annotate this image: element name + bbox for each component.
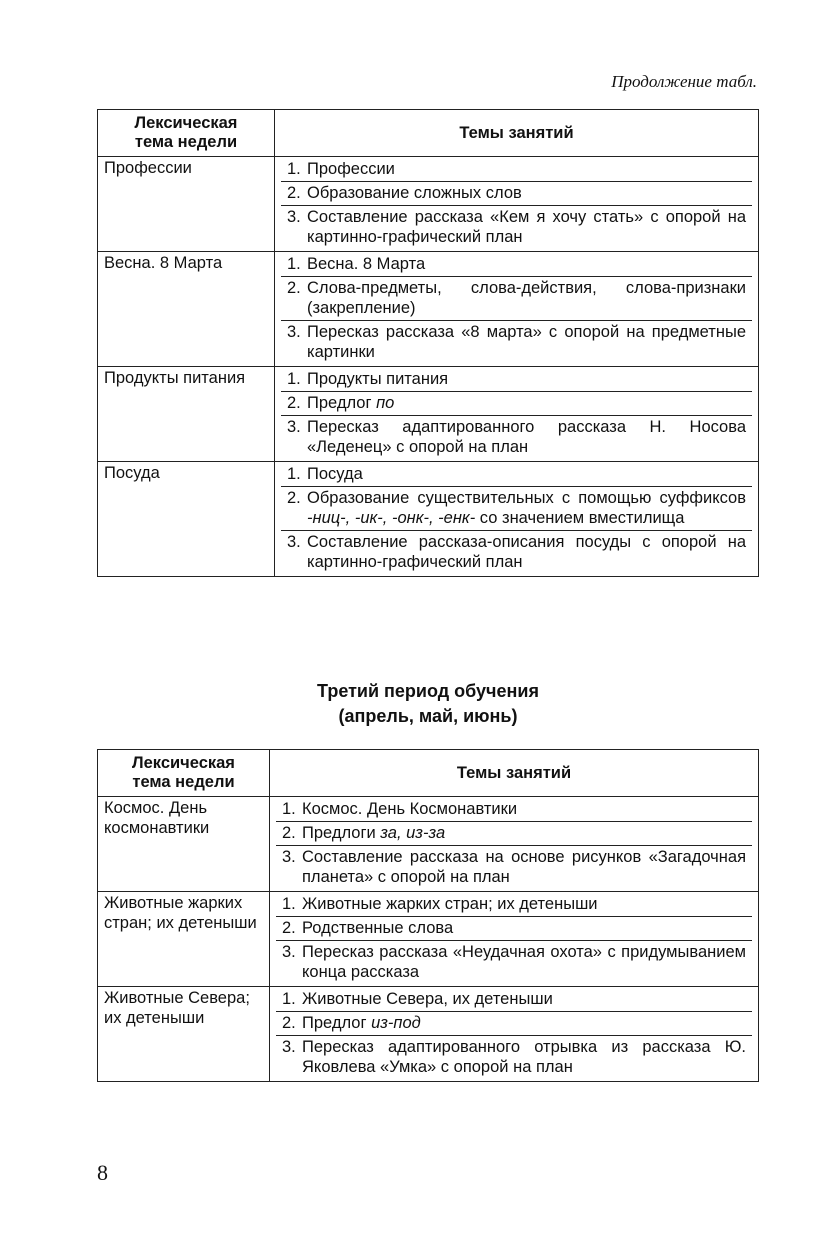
topic-item: [281, 320, 752, 364]
topic-text: [307, 488, 746, 528]
topic-text-part: Животные жарких стран; их детеныши: [302, 895, 598, 913]
topic-text: [302, 894, 746, 914]
topics-cell: [275, 252, 759, 367]
table-row: [98, 157, 759, 252]
topic-text-part: Пересказ рассказа «8 марта» с опорой на предметные картинки: [307, 323, 746, 361]
table-row: [98, 462, 759, 577]
topic-item: [281, 181, 752, 205]
topic-text-part: Профессии: [307, 160, 395, 178]
topic-item: [281, 276, 752, 320]
topic-item: [281, 205, 752, 249]
topic-text-italic: по: [376, 394, 395, 412]
topic-text-part: со значением вместилища: [475, 509, 685, 527]
topic-text: [302, 847, 746, 887]
lexical-theme-cell: Продукты питания: [98, 367, 275, 462]
table-header-row: [98, 110, 759, 157]
topic-text: [302, 918, 746, 938]
topic-item: [281, 253, 752, 276]
lexical-theme-cell: Посуда: [98, 462, 275, 577]
header-theme: Лексическая тема недели: [98, 750, 270, 797]
topic-number: 3.: [287, 418, 301, 436]
topic-item: [276, 1035, 752, 1079]
topic-number: 1.: [287, 370, 301, 388]
topic-text-part: Составление рассказа «Кем я хочу стать» с опорой на картинно-графический план: [307, 208, 746, 246]
topic-text-part: Образование сложных слов: [307, 184, 522, 202]
topic-text: [307, 159, 746, 179]
topic-text: [302, 942, 746, 982]
topic-item: [276, 798, 752, 821]
topic-number: 3.: [287, 533, 301, 551]
topic-item: [281, 415, 752, 459]
lexical-theme-cell: Животные жарких стран; их детеныши: [98, 892, 270, 987]
topic-item: [281, 486, 752, 530]
topic-text: [302, 799, 746, 819]
topic-text: [307, 207, 746, 247]
topic-number: 2.: [287, 489, 301, 507]
topic-number: 1.: [282, 800, 296, 818]
topic-number: 1.: [287, 255, 301, 273]
topics-cell: [275, 367, 759, 462]
topic-number: 2.: [282, 1014, 296, 1032]
lesson-table-second-period: [97, 109, 759, 577]
topic-text-part: Предлог: [302, 1014, 372, 1032]
topic-text-part: Предлог: [307, 394, 377, 412]
topics-cell: [275, 462, 759, 577]
topic-number: 2.: [282, 824, 296, 842]
topic-text: [307, 393, 746, 413]
topic-number: 3.: [282, 848, 296, 866]
topic-item: [276, 893, 752, 916]
topic-text: [302, 1013, 746, 1033]
topic-item: [281, 158, 752, 181]
topic-text: [307, 322, 746, 362]
topic-item: [276, 821, 752, 845]
topic-item: [276, 916, 752, 940]
topic-text-part: Предлоги: [302, 824, 381, 842]
section-title: [97, 679, 759, 729]
topics-cell: [270, 892, 759, 987]
topic-text-italic: за, из-за: [380, 824, 446, 842]
topic-text-part: Слова-предметы, слова-действия, слова-признаки (закрепление): [307, 279, 746, 317]
topics-cell: [270, 797, 759, 892]
topic-number: 2.: [282, 919, 296, 937]
table-row: [98, 892, 759, 987]
section-title-line2: (апрель, май, июнь): [338, 706, 518, 726]
topic-text-part: Образование существительных с помощью суффиксов: [307, 489, 746, 507]
table-header-row: [98, 750, 759, 797]
table-continuation-label: Продолжение табл.: [611, 72, 757, 91]
topic-text: [302, 989, 746, 1009]
topic-text: [302, 1037, 746, 1077]
topic-item: [276, 988, 752, 1011]
topic-item: [281, 530, 752, 574]
topic-text-part: Посуда: [307, 465, 363, 483]
topic-text: [302, 823, 746, 843]
topic-text: [307, 183, 746, 203]
topic-item: [281, 391, 752, 415]
topic-text-part: Весна. 8 Марта: [307, 255, 426, 273]
topic-text-part: Пересказ адаптированного рассказа Н. Носова «Леденец» с опорой на план: [307, 418, 746, 456]
topic-text-part: Пересказ рассказа «Неудачная охота» с придумыванием конца рассказа: [302, 943, 746, 981]
topic-text: [307, 417, 746, 457]
topic-item: [281, 368, 752, 391]
header-theme: Лексическая тема недели: [98, 110, 275, 157]
lexical-theme-cell: Космос. День космонавтики: [98, 797, 270, 892]
topic-item: [276, 845, 752, 889]
topic-text-italic: из-под: [371, 1014, 421, 1032]
table-row: [98, 367, 759, 462]
topic-number: 3.: [287, 323, 301, 341]
topic-text: [307, 278, 746, 318]
topic-text-part: Родственные слова: [302, 919, 454, 937]
section-title-line1: Третий период обучения: [317, 681, 539, 701]
topic-text: [307, 464, 746, 484]
topic-text-part: Животные Севера, их детеныши: [302, 990, 553, 1008]
page-number: 8: [97, 1160, 108, 1185]
topic-number: 2.: [287, 279, 301, 297]
topic-text-part: Продукты питания: [307, 370, 449, 388]
topic-item: [281, 463, 752, 486]
topic-number: 3.: [287, 208, 301, 226]
table-row: [98, 252, 759, 367]
topic-text-part: Пересказ адаптированного отрывка из рассказа Ю. Яковлева «Умка» с опорой на план: [302, 1038, 746, 1076]
lexical-theme-cell: Весна. 8 Марта: [98, 252, 275, 367]
table-row: [98, 797, 759, 892]
topic-number: 2.: [287, 184, 301, 202]
topic-text: [307, 369, 746, 389]
topic-text-part: Космос. День Космонавтики: [302, 800, 518, 818]
table-row: [98, 987, 759, 1082]
topic-number: 2.: [287, 394, 301, 412]
topic-number: 1.: [287, 160, 301, 178]
topic-text: [307, 532, 746, 572]
topics-cell: [275, 157, 759, 252]
topic-text: [307, 254, 746, 274]
topic-text-italic: -ниц-, -ик-, -онк-, -енк-: [307, 509, 476, 527]
topic-number: 3.: [282, 943, 296, 961]
topic-number: 1.: [287, 465, 301, 483]
topic-number: 1.: [282, 990, 296, 1008]
topic-number: 3.: [282, 1038, 296, 1056]
topic-item: [276, 940, 752, 984]
topics-cell: [270, 987, 759, 1082]
lexical-theme-cell: Животные Севера; их детеныши: [98, 987, 270, 1082]
topic-item: [276, 1011, 752, 1035]
topic-text-part: Составление рассказа на основе рисунков «Загадочная планета» с опорой на план: [302, 848, 746, 886]
lexical-theme-cell: Профессии: [98, 157, 275, 252]
topic-text-part: Составление рассказа-описания посуды с опорой на картинно-графический план: [307, 533, 746, 571]
header-topics: Темы занятий: [275, 110, 759, 157]
lesson-table-third-period: [97, 749, 759, 1082]
header-topics: Темы занятий: [270, 750, 759, 797]
topic-number: 1.: [282, 895, 296, 913]
